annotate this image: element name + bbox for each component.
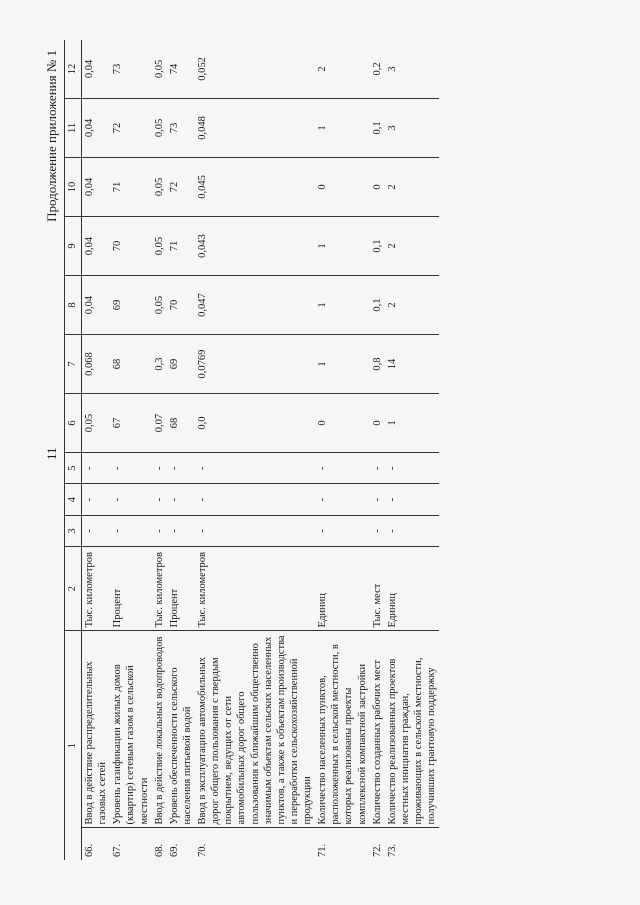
row-number: 71. xyxy=(317,843,329,857)
value-cell-col-9: 1 xyxy=(315,216,370,275)
header-col-11: 11 xyxy=(65,98,82,157)
unit-of-measure: Процент xyxy=(167,547,195,631)
value-cell-col-3: - xyxy=(195,515,315,546)
header-col-12: 12 xyxy=(65,40,82,98)
appendix-caption: Продолжение приложения № 1 xyxy=(44,50,59,222)
value-cell-col-9: 71 xyxy=(167,216,195,275)
value-cell-col-12: 74 xyxy=(167,40,195,98)
value-cell-col-3: - xyxy=(385,515,440,546)
unit-of-measure: Тыс. километров xyxy=(82,547,111,631)
value-cell-col-11: 72 xyxy=(110,98,151,157)
value-cell-col-8: 0,1 xyxy=(370,276,385,335)
value-cell-col-3: - xyxy=(315,515,370,546)
value-cell-col-8: 1 xyxy=(315,276,370,335)
unit-of-measure: Единиц xyxy=(315,547,370,631)
value-cell-col-12: 0,05 xyxy=(152,40,167,98)
indicator-name: Количество реализованных проектов местных инициатив граждан, проживающих в сельской местности, получивших грантовую поддержку xyxy=(385,631,440,828)
value-cell-col-4: - xyxy=(195,484,315,515)
value-cell-col-3: - xyxy=(167,515,195,546)
page-number: 11 xyxy=(44,447,59,460)
value-cell-col-4: - xyxy=(110,484,151,515)
value-cell-col-11: 0,1 xyxy=(370,98,385,157)
value-cell-col-7: 1 xyxy=(315,335,370,394)
value-cell-col-4: - xyxy=(152,484,167,515)
value-cell-col-7: 14 xyxy=(385,335,440,394)
table-header-row xyxy=(65,40,82,860)
value-cell-col-3: - xyxy=(82,515,111,546)
value-cell-col-10: 2 xyxy=(385,157,440,216)
row-number: 70. xyxy=(197,843,208,857)
table-row xyxy=(195,40,315,860)
value-cell-col-3: - xyxy=(110,515,151,546)
value-cell-col-10: 71 xyxy=(110,157,151,216)
row-number: 66. xyxy=(84,843,95,857)
indicator-name: Уровень обеспеченности сельского населения питьевой водой xyxy=(167,631,195,828)
value-cell-col-6: 67 xyxy=(110,394,151,453)
value-cell-col-10: 0,045 xyxy=(195,157,315,216)
indicators-table xyxy=(64,40,439,860)
row-number: 69. xyxy=(168,843,180,857)
value-cell-col-7: 0,0769 xyxy=(195,335,315,394)
value-cell-col-8: 2 xyxy=(385,276,440,335)
value-cell-col-8: 0,04 xyxy=(82,276,111,335)
value-cell-col-10: 0,04 xyxy=(82,157,111,216)
unit-of-measure: Тыс. километров xyxy=(152,547,167,631)
value-cell-col-8: 0,047 xyxy=(195,276,315,335)
header-col-8: 8 xyxy=(65,276,82,335)
row-number: 67. xyxy=(112,843,124,857)
value-cell-col-10: 0,05 xyxy=(152,157,167,216)
unit-of-measure: Тыс. мест xyxy=(370,547,385,631)
value-cell-col-6: 1 xyxy=(385,394,440,453)
table-row xyxy=(152,40,167,860)
indicator-name: Количество созданных рабочих мест xyxy=(370,631,385,828)
row-number: 73. xyxy=(386,843,398,857)
value-cell-col-7: 69 xyxy=(167,335,195,394)
table-row xyxy=(82,40,111,860)
table-row xyxy=(110,40,151,860)
value-cell-col-4: - xyxy=(385,484,440,515)
unit-of-measure: Процент xyxy=(110,547,151,631)
header-col-9: 9 xyxy=(65,216,82,275)
value-cell-col-5: - xyxy=(82,453,111,484)
header-col-3: 3 xyxy=(65,515,82,546)
value-cell-col-6: 0,07 xyxy=(152,394,167,453)
indicator-name: Уровень газификации жилых домов (квартир) сетевым газом в сельской местности xyxy=(110,631,151,828)
value-cell-col-11: 3 xyxy=(385,98,440,157)
table-row xyxy=(167,40,195,860)
unit-of-measure: Единиц xyxy=(385,547,440,631)
header-col-4: 4 xyxy=(65,484,82,515)
indicator-name: Ввод в эксплуатацию автомобильных дорог общего пользования с твердым покрытием, ведущих от сети автомобильных дорог общего пользования к ближайшим общественно значимым объектам сельских населенных пунктов, а также к объектам производства и переработки сельскохозяйственной продукции xyxy=(195,631,315,828)
value-cell-col-11: 73 xyxy=(167,98,195,157)
value-cell-col-3: - xyxy=(152,515,167,546)
value-cell-col-7: 0,068 xyxy=(82,335,111,394)
value-cell-col-11: 1 xyxy=(315,98,370,157)
value-cell-col-10: 0 xyxy=(370,157,385,216)
indicator-name: Количество населенных пунктов, расположенных в сельской местности, в которых реализованы проекты комплексной компактной застройки xyxy=(315,631,370,828)
value-cell-col-11: 0,048 xyxy=(195,98,315,157)
value-cell-col-9: 0,04 xyxy=(82,216,111,275)
table-body xyxy=(82,40,440,860)
value-cell-col-7: 68 xyxy=(110,335,151,394)
row-number: 72. xyxy=(371,843,383,857)
value-cell-col-12: 0,2 xyxy=(370,40,385,98)
value-cell-col-11: 0,05 xyxy=(152,98,167,157)
value-cell-col-3: - xyxy=(370,515,385,546)
value-cell-col-9: 2 xyxy=(385,216,440,275)
value-cell-col-12: 73 xyxy=(110,40,151,98)
value-cell-col-8: 69 xyxy=(110,276,151,335)
value-cell-col-9: 70 xyxy=(110,216,151,275)
value-cell-col-6: 0,0 xyxy=(195,394,315,453)
header-col-10: 10 xyxy=(65,157,82,216)
header-col-2: 2 xyxy=(65,547,82,631)
indicator-name: Ввод в действие локальных водопроводов xyxy=(152,631,167,828)
value-cell-col-10: 0 xyxy=(315,157,370,216)
value-cell-col-6: 0 xyxy=(315,394,370,453)
value-cell-col-7: 0,3 xyxy=(152,335,167,394)
value-cell-col-5: - xyxy=(195,453,315,484)
value-cell-col-12: 2 xyxy=(315,40,370,98)
table-row xyxy=(370,40,385,860)
value-cell-col-5: - xyxy=(152,453,167,484)
value-cell-col-11: 0,04 xyxy=(82,98,111,157)
value-cell-col-4: - xyxy=(167,484,195,515)
value-cell-col-6: 0,05 xyxy=(82,394,111,453)
value-cell-col-8: 70 xyxy=(167,276,195,335)
value-cell-col-5: - xyxy=(385,453,440,484)
value-cell-col-12: 0,04 xyxy=(82,40,111,98)
value-cell-col-5: - xyxy=(370,453,385,484)
table-row xyxy=(315,40,370,860)
header-col-6: 6 xyxy=(65,394,82,453)
value-cell-col-9: 0,1 xyxy=(370,216,385,275)
row-number: 68. xyxy=(153,843,165,857)
value-cell-col-5: - xyxy=(167,453,195,484)
header-col-5: 5 xyxy=(65,453,82,484)
value-cell-col-8: 0,05 xyxy=(152,276,167,335)
value-cell-col-9: 0,043 xyxy=(195,216,315,275)
value-cell-col-7: 0,8 xyxy=(370,335,385,394)
header-col-1: 1 xyxy=(65,631,82,860)
value-cell-col-6: 0 xyxy=(370,394,385,453)
indicator-name: Ввод в действие распределительных газовых сетей xyxy=(82,631,111,828)
header-col-7: 7 xyxy=(65,335,82,394)
value-cell-col-5: - xyxy=(315,453,370,484)
value-cell-col-12: 3 xyxy=(385,40,440,98)
value-cell-col-10: 72 xyxy=(167,157,195,216)
table-row xyxy=(385,40,440,860)
value-cell-col-5: - xyxy=(110,453,151,484)
value-cell-col-4: - xyxy=(315,484,370,515)
value-cell-col-4: - xyxy=(370,484,385,515)
value-cell-col-4: - xyxy=(82,484,111,515)
value-cell-col-6: 68 xyxy=(167,394,195,453)
value-cell-col-9: 0,05 xyxy=(152,216,167,275)
unit-of-measure: Тыс. километров xyxy=(195,547,315,631)
rotated-page-content xyxy=(44,40,610,860)
value-cell-col-12: 0,052 xyxy=(195,40,315,98)
